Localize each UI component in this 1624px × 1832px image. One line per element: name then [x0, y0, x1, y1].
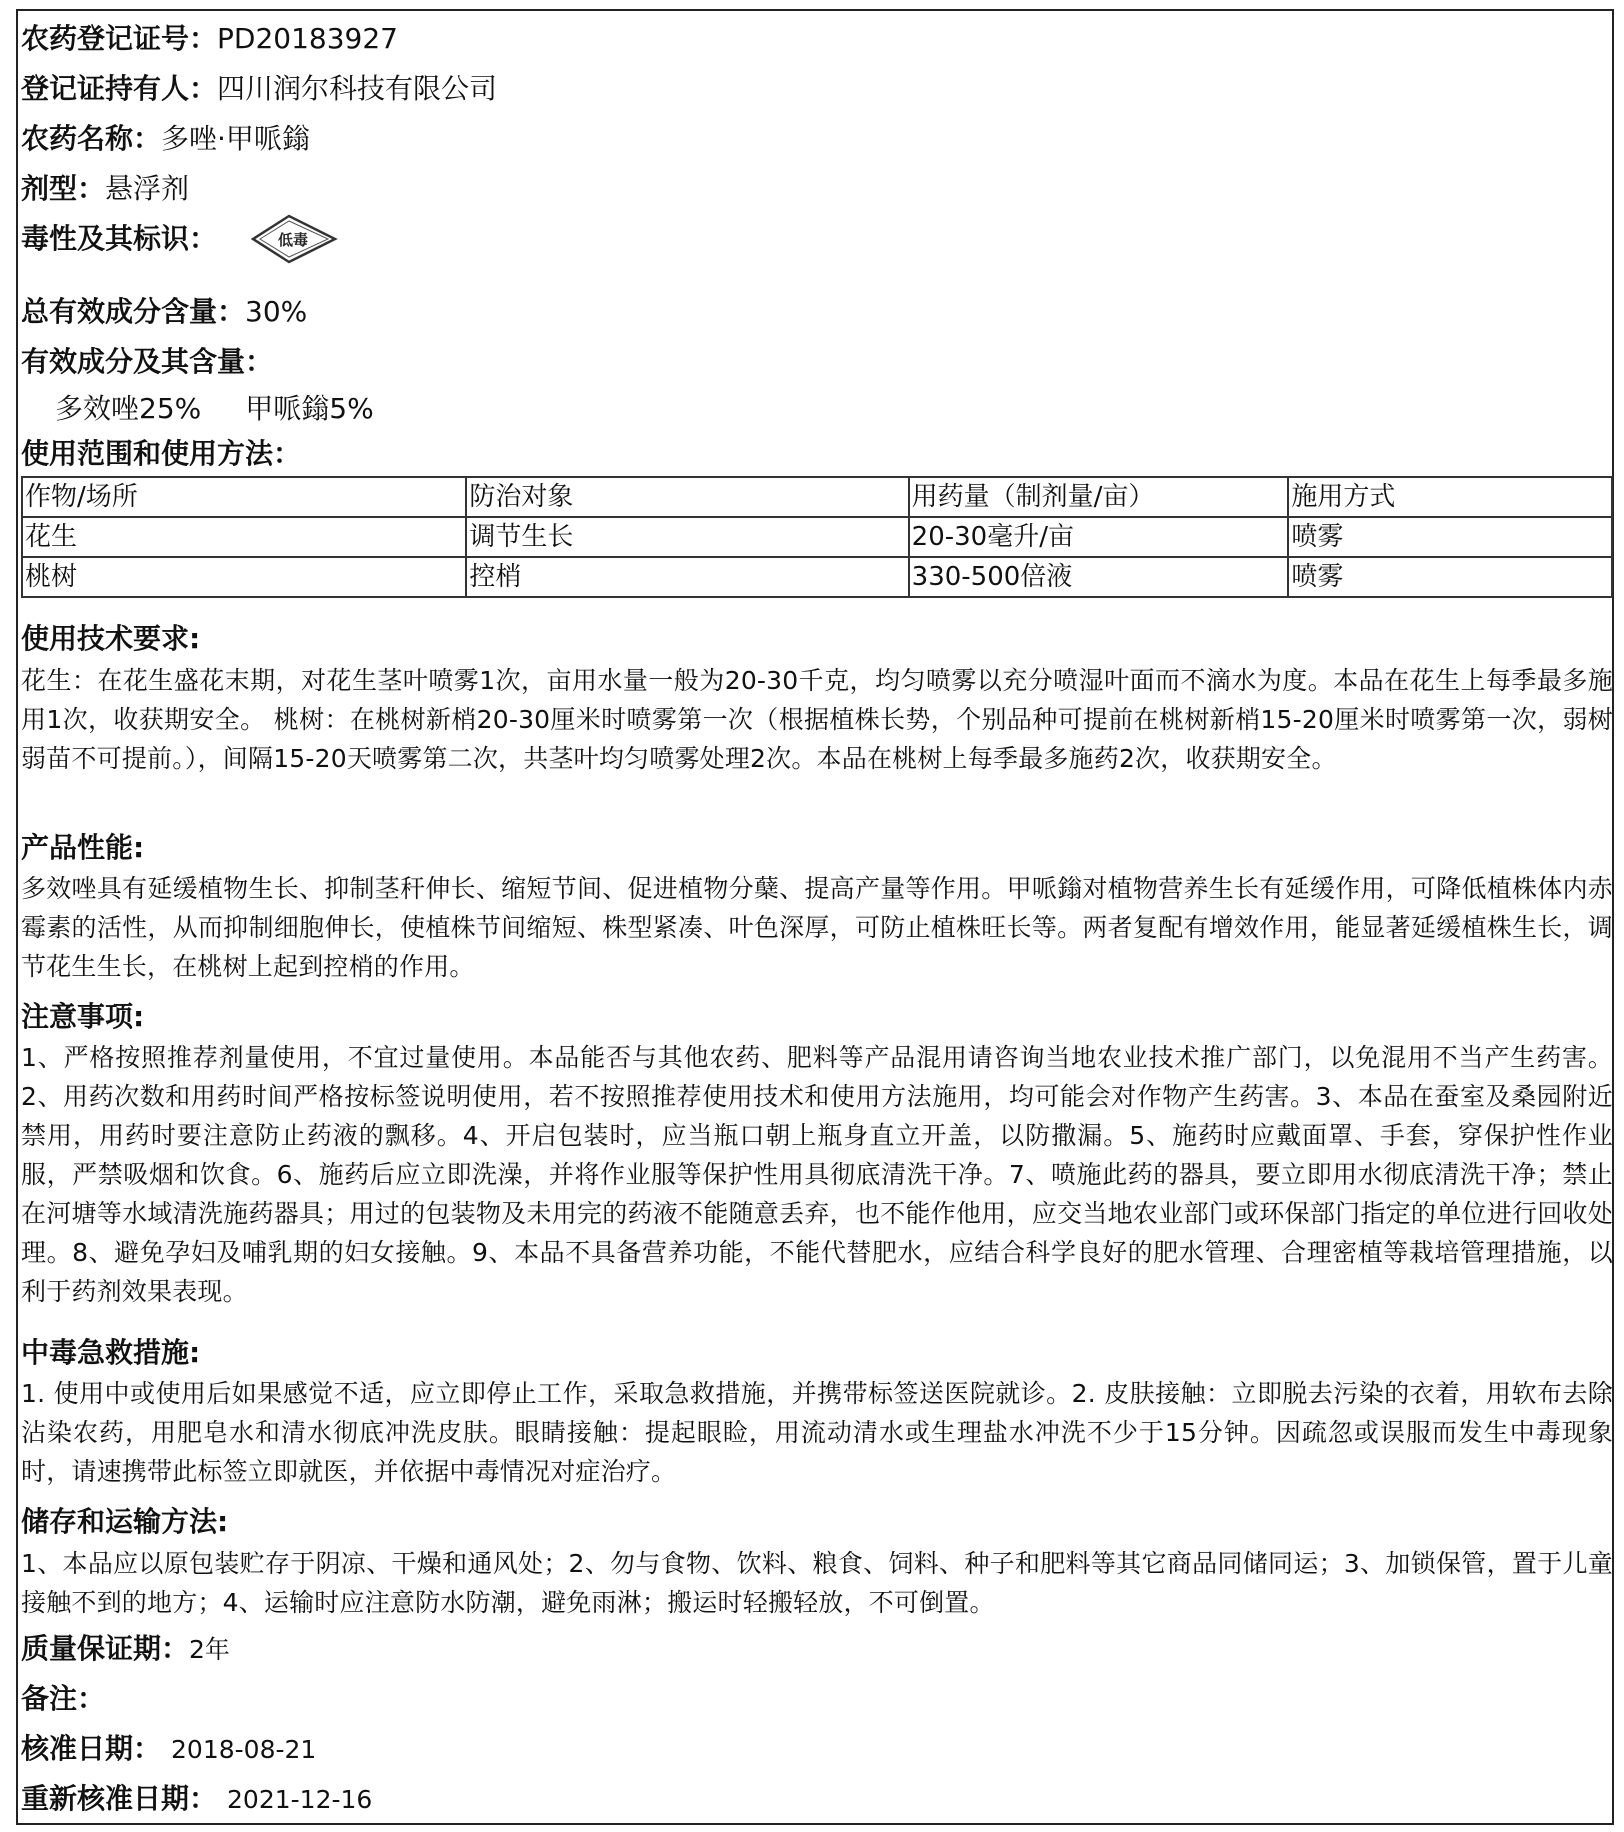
reapproval-date-row [21, 1781, 372, 1818]
approval-date-label: 核准日期： [21, 1732, 162, 1765]
table-header-cell: 施用方式 [1288, 477, 1612, 517]
toxicity-row [21, 221, 217, 257]
label-document [16, 9, 1614, 1825]
holder-row [21, 71, 497, 107]
performance-label: 产品性能: [21, 831, 145, 864]
pesticide-name-row [21, 121, 310, 157]
toxicity-badge-text: 低毒 [277, 231, 309, 249]
tech-text: 花生：在花生盛花末期，对花生茎叶喷雾1次，亩用水量一般为20-30千克，均匀喷雾以充分喷湿叶面而不滴水为度。本品在花生上每季最多施用1次，收获期安全。 桃树：在桃树新梢20-30厘米时喷雾第一次（根据植株长势，个别品种可提前在桃树新梢15-20厘米时喷雾第一次，弱树弱苗不可提前。），间隔15-20天喷雾第二次，共茎叶均匀喷雾处理2次。本品在桃树上每季最多施药2次，收获期安全。 [21, 666, 1613, 773]
holder-label: 登记证持有人： [21, 72, 218, 105]
table-row [22, 517, 1612, 557]
storage-text: 1、本品应以原包装贮存于阴凉、干燥和通风处；2、勿与食物、饮料、粮食、饲料、种子和肥料等其它商品同储同运；3、加锁保管，置于儿童接触不到的地方；4、运输时应注意防水防潮，避免雨淋；搬运时轻搬轻放，不可倒置。 [21, 1549, 1613, 1617]
table-cell: 330-500倍液 [909, 557, 1289, 597]
formulation-row [21, 171, 189, 207]
table-cell: 喷雾 [1288, 557, 1612, 597]
storage-section-title [21, 1504, 228, 1540]
first-aid-label: 中毒急救措施: [21, 1336, 201, 1369]
usage-label: 使用范围和使用方法： [21, 437, 302, 470]
registration-number-row [21, 21, 398, 57]
table-cell: 桃树 [22, 557, 466, 597]
registration-number-value: PD20183927 [217, 22, 398, 55]
table-cell: 花生 [22, 517, 466, 557]
total-content-value: 30% [245, 295, 308, 328]
table-cell: 控梢 [466, 557, 908, 597]
warranty-label: 质量保证期： [21, 1632, 190, 1665]
total-content-row [21, 294, 307, 330]
storage-label: 储存和运输方法: [21, 1505, 229, 1538]
first-aid-text: 1. 使用中或使用后如果感觉不适，应立即停止工作，采取急救措施，并携带标签送医院就诊。2. 皮肤接触：立即脱去污染的衣着，用软布去除沾染农药，用肥皂水和清水彻底冲洗皮肤。眼睛接触：提起眼睑，用流动清水或生理盐水冲洗不少于15分钟。因疏忽或误服而发生中毒现象时，请速携带此标签立即就医，并依据中毒情况对症治疗。 [21, 1379, 1613, 1486]
warranty-value: 2年 [189, 1635, 230, 1664]
diamond-toxicity-icon [249, 213, 341, 265]
pesticide-name-label: 农药名称： [21, 122, 162, 155]
ingredients-label: 有效成分及其含量： [21, 345, 274, 378]
table-header-row [22, 477, 1612, 517]
formulation-value: 悬浮剂 [105, 172, 190, 205]
notes-label: 注意事项: [21, 1000, 145, 1033]
reapproval-date-label: 重新核准日期： [21, 1782, 218, 1815]
table-cell: 调节生长 [466, 517, 908, 557]
table-cell: 20-30毫升/亩 [909, 517, 1289, 557]
remarks-row [21, 1681, 105, 1717]
warranty-row [21, 1631, 230, 1668]
tech-section-title [21, 621, 200, 657]
remarks-label: 备注： [21, 1682, 106, 1715]
first-aid-section-title [21, 1335, 200, 1371]
notes-text: 1、严格按照推荐剂量使用，不宜过量使用。本品能否与其他农药、肥料等产品混用请咨询当地农业技术推广部门，以免混用不当产生药害。2、用药次数和用药时间严格按标签说明使用，若不按照推荐使用技术和使用方法施用，均可能会对作物产生药害。3、本品在蚕室及桑园附近禁用，用药时要注意防止药液的飘移。4、开启包装时，应当瓶口朝上瓶身直立开盖，以防撒漏。5、施药时应戴面罩、手套，穿保护性作业服，严禁吸烟和饮食。6、施药后应立即洗澡，并将作业服等保护性用具彻底清洗干净。7、喷施此药的器具，要立即用水彻底清洗干净；禁止在河塘等水域清洗施药器具；用过的包装物及未用完的药液不能随意丢弃，也不能作他用，应交当地农业部门或环保部门指定的单位进行回收处理。8、避免孕妇及哺乳期的妇女接触。9、本品不具备营养功能，不能代替肥水，应结合科学良好的肥水管理、合理密植等栽培管理措施，以利于药剂效果表现。 [21, 1043, 1613, 1306]
ingredient-item: 甲哌鎓5% [245, 392, 374, 425]
reapproval-date-value: 2021-12-16 [227, 1785, 373, 1814]
performance-section-title [21, 830, 144, 866]
tech-label: 使用技术要求: [21, 622, 201, 655]
registration-number-label: 农药登记证号： [21, 22, 218, 55]
table-row [22, 557, 1612, 597]
table-header-cell: 防治对象 [466, 477, 908, 517]
table-header-cell: 作物/场所 [22, 477, 466, 517]
notes-section-title [21, 999, 144, 1035]
holder-value: 四川润尔科技有限公司 [217, 72, 498, 105]
table-header-cell: 用药量（制剂量/亩） [909, 477, 1289, 517]
table-cell: 喷雾 [1288, 517, 1612, 557]
usage-table [21, 476, 1613, 598]
ingredients-row [21, 344, 273, 380]
ingredients-list [55, 391, 374, 427]
formulation-label: 剂型： [21, 172, 106, 205]
ingredient-item: 多效唑25% [55, 392, 202, 425]
approval-date-row [21, 1731, 316, 1768]
pesticide-name-value: 多唑·甲哌鎓 [161, 122, 310, 155]
performance-text: 多效唑具有延缓植物生长、抑制茎秆伸长、缩短节间、促进植物分蘖、提高产量等作用。甲哌鎓对植物营养生长有延缓作用，可降低植株体内赤霉素的活性，从而抑制细胞伸长，使植株节间缩短、株型紧凑、叶色深厚，可防止植株旺长等。两者复配有增效作用，能显著延缓植株生长，调节花生生长，在桃树上起到控梢的作用。 [21, 874, 1613, 981]
toxicity-label: 毒性及其标识： [21, 222, 218, 255]
total-content-label: 总有效成分含量： [21, 295, 246, 328]
approval-date-value: 2018-08-21 [171, 1735, 317, 1764]
usage-section-title [21, 436, 301, 472]
